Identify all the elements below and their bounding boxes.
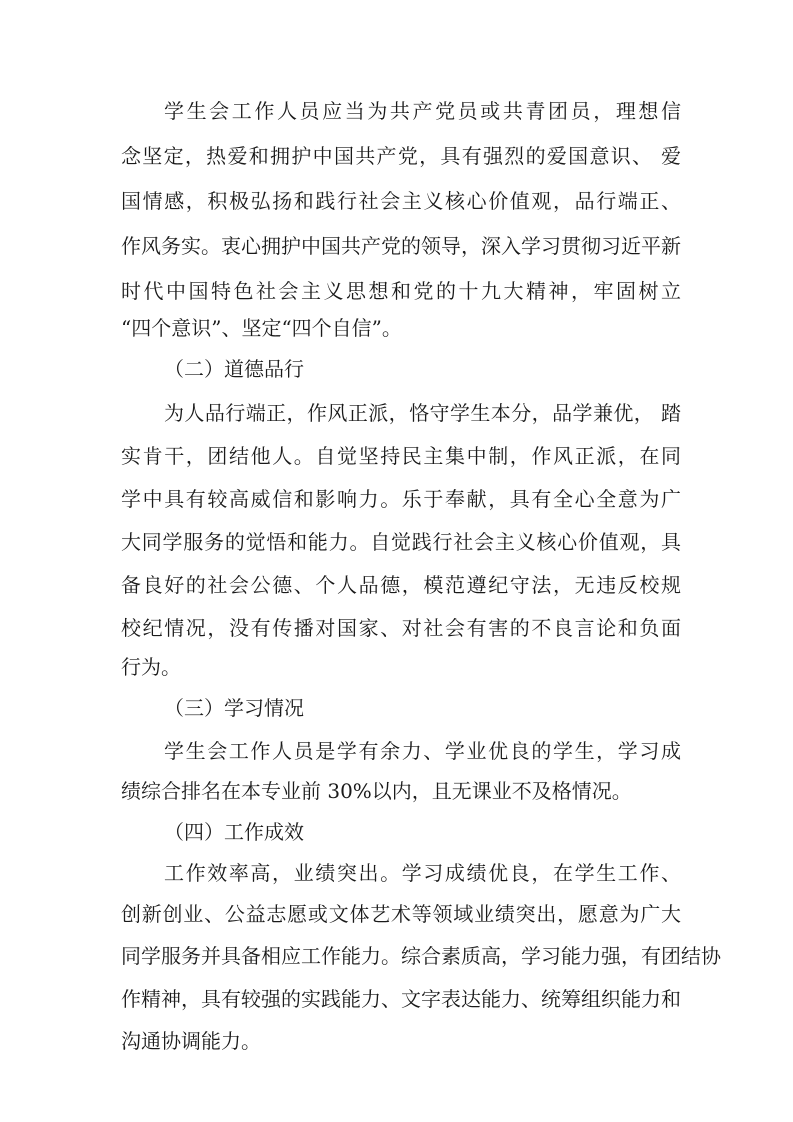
section-2-line-6: 校纪情况，没有传播对国家、对社会有害的不良言论和负面 [121,616,681,640]
section-2-line-1: 为人品行端正，作风正派，恪守学生本分，品学兼优， 踏 [164,401,681,425]
section-2-line-7: 行为。 [121,655,181,679]
section-3-line-1: 学生会工作人员是学有余力、学业优良的学生，学习成 [164,739,681,763]
paragraph-1-line-1: 学生会工作人员应当为共产党员或共青团员，理想信 [164,99,681,123]
section-2-line-5: 备良好的社会公德、个人品德，模范遵纪守法，无违反校规 [121,573,681,597]
paragraph-1-line-5: 时代中国特色社会主义思想和党的十九大精神，牢固树立 [121,279,681,303]
paragraph-1-line-2: 念坚定，热爱和拥护中国共产党，具有强烈的爱国意识、 爱 [121,144,681,168]
section-4-line-5: 沟通协调能力。 [121,1029,261,1053]
paragraph-1-line-6: “四个意识”、坚定“四个自信”。 [121,316,402,340]
section-2-line-4: 大同学服务的觉悟和能力。自觉践行社会主义核心价值观，具 [121,530,681,554]
section-4-line-3: 同学服务并具备相应工作能力。综合素质高，学习能力强，有团结协 [121,944,721,968]
paragraph-1-line-4: 作风务实。衷心拥护中国共产党的领导，深入学习贯彻习近平新 [121,234,681,258]
section-4-line-1: 工作效率高，业绩突出。学习成绩优良，在学生工作、 [164,861,681,885]
section-4-line-4: 作精神，具有较强的实践能力、文字表达能力、统筹组织能力和 [121,987,681,1011]
section-2-line-2: 实肯干，团结他人。自觉坚持民主集中制，作风正派，在同 [121,444,681,468]
section-heading-study-status: （三）学习情况 [164,696,304,720]
section-3-line-2: 绩综合排名在本专业前 30%以内，且无课业不及格情况。 [121,779,632,803]
section-heading-work-results: （四）工作成效 [164,820,304,844]
section-4-line-2: 创新创业、公益志愿或文体艺术等领域业绩突出，愿意为广大 [121,902,681,926]
section-heading-moral-conduct: （二）道德品行 [164,357,304,381]
section-2-line-3: 学中具有较高威信和影响力。乐于奉献，具有全心全意为广 [121,487,681,511]
paragraph-1-line-3: 国情感，积极弘扬和践行社会主义核心价值观，品行端正、 [121,189,681,213]
